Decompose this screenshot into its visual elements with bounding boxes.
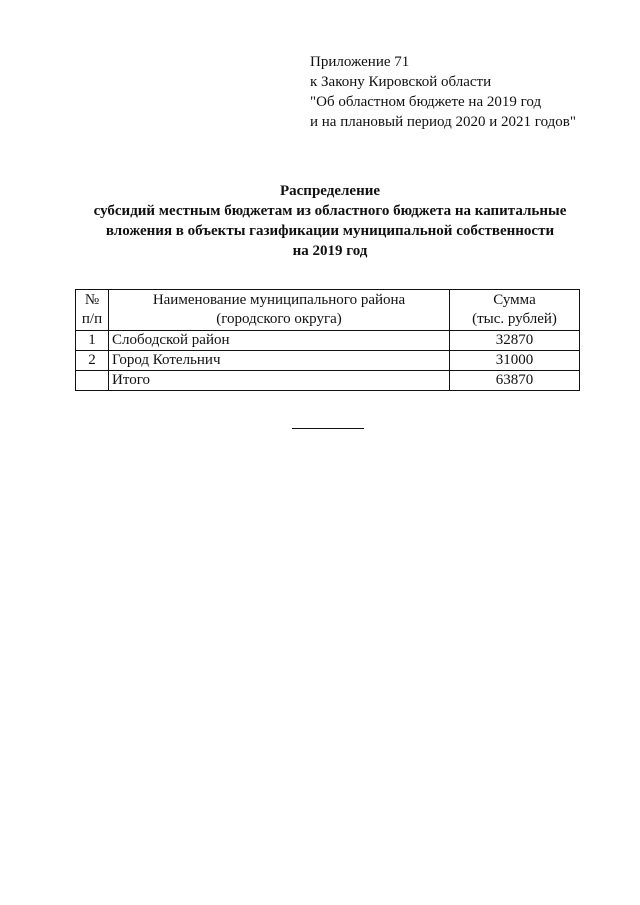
column-header-number-line2: п/п	[81, 311, 103, 327]
end-separator-line	[292, 428, 364, 429]
row-number: 2	[76, 351, 109, 371]
law-reference: к Закону Кировской области	[310, 74, 492, 90]
table-total-row	[76, 371, 580, 391]
column-header-sum-line2: (тыс. рублей)	[472, 311, 557, 327]
appendix-header	[310, 52, 576, 132]
column-header-number	[76, 290, 109, 331]
title-line2: субсидий местным бюджетам из областного бюджета на капитальные	[93, 203, 567, 219]
column-header-name	[109, 290, 450, 331]
appendix-number: Приложение 71	[310, 54, 410, 70]
title-line3: вложения в объекты газификации муниципальной собственности	[105, 223, 555, 239]
subsidy-amount: 31000	[450, 351, 580, 371]
table-header-row	[76, 290, 580, 331]
column-header-name-line1: Наименование муниципального района	[152, 292, 406, 308]
total-label: Итого	[109, 371, 450, 391]
allocation-table	[75, 289, 580, 391]
total-amount: 63870	[450, 371, 580, 391]
column-header-name-line2: (городского округа)	[216, 311, 342, 327]
district-name: Город Котельнич	[109, 351, 450, 371]
district-name: Слободской район	[109, 331, 450, 351]
title-line1: Распределение	[279, 183, 381, 199]
table-row	[76, 331, 580, 351]
document-title	[60, 181, 600, 261]
row-number: 1	[76, 331, 109, 351]
table-row	[76, 351, 580, 371]
title-line4: на 2019 год	[292, 243, 368, 259]
law-title-line2: и на плановый период 2020 и 2021 годов"	[310, 114, 576, 130]
law-title-line1: "Об областном бюджете на 2019 год	[310, 94, 542, 110]
subsidy-amount: 32870	[450, 331, 580, 351]
column-header-number-line1: №	[84, 292, 100, 308]
row-number	[76, 371, 109, 391]
column-header-sum-line1: Сумма	[493, 292, 536, 308]
column-header-sum	[450, 290, 580, 331]
